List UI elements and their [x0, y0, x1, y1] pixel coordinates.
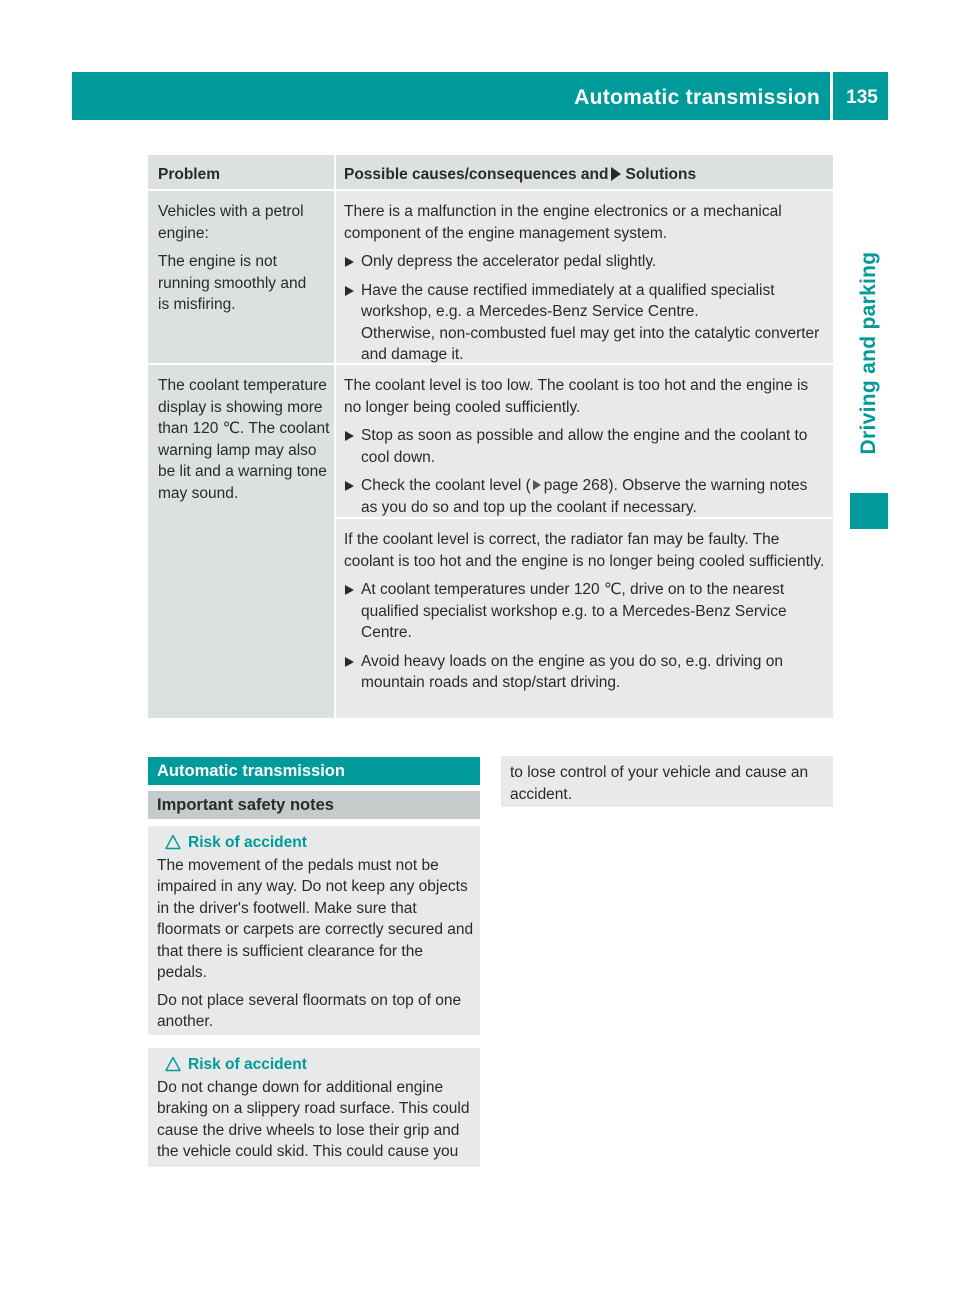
problem-text: Vehicles with a petrol engine:	[158, 203, 304, 242]
warning-text: Do not change down for additional engine braking on a slippery road surface. This could cause the drive wheels to lose their grip and the vehicle could skid. This could cause you	[157, 1078, 470, 1160]
problem-text: The coolant temperature display is showing more than 120 ℃. The coolant warning lamp may also be lit and a warning tone may sound.	[158, 377, 330, 502]
solution-cell-coolant-fan	[336, 519, 833, 718]
warning-title-text: Risk of accident	[188, 834, 307, 851]
step-text: At coolant temperatures under 120 ℃, drive on to the nearest qualified specialist workshop e.g. to a Mercedes-Benz Service Centre.	[361, 581, 787, 641]
warning-continuation	[501, 756, 833, 807]
step-text: Check the coolant level (	[361, 477, 531, 494]
warning-box	[148, 1048, 480, 1167]
warning-title	[157, 832, 474, 854]
step-text: Only depress the accelerator pedal slightly.	[361, 253, 657, 270]
cause-text: If the coolant level is correct, the radiator fan may be faulty. The coolant is too hot and the engine is no longer being cooled sufficiently.	[344, 531, 825, 570]
cause-text: There is a malfunction in the engine electronics or a mechanical component of the engine management system.	[344, 203, 782, 242]
warning-triangle-icon	[165, 834, 181, 850]
column-header-solutions	[336, 155, 833, 189]
warning-box	[148, 826, 480, 1035]
step-arrow-icon	[345, 286, 354, 296]
solution-note: Otherwise, non-combusted fuel may get into the catalytic converter and damage it.	[361, 324, 820, 363]
cause-text: The coolant level is too low. The coolant is too hot and the engine is no longer being cooled sufficiently.	[344, 377, 809, 416]
step-text: Avoid heavy loads on the engine as you do so, e.g. driving on mountain roads and stop/start driving.	[361, 652, 783, 691]
troubleshooting-table	[148, 155, 833, 718]
chapter-label: Driving and parking	[857, 251, 880, 455]
solution-step	[344, 651, 827, 694]
solution-cell-petrol	[336, 191, 833, 363]
step-text: Stop as soon as possible and allow the engine and the coolant to cool down.	[361, 427, 808, 466]
page-reference-icon	[533, 480, 541, 490]
solution-step	[344, 425, 827, 468]
warning-triangle-icon	[165, 1056, 181, 1072]
solution-step	[344, 475, 827, 518]
header-title: Automatic transmission	[574, 86, 820, 109]
column-header-solutions-text: Possible causes/consequences and	[344, 166, 609, 183]
warning-text: The movement of the pedals must not be impaired in any way. Do not keep any objects in the driver's footwell. Make sure that floormats or carpets are correctly secured and that there is sufficient clearance for the pedals.	[157, 856, 474, 981]
solution-cell-coolant-low	[336, 365, 833, 517]
problem-cell-coolant	[148, 365, 334, 718]
page-header	[72, 72, 888, 120]
step-arrow-icon	[345, 657, 354, 667]
solution-step	[344, 251, 827, 273]
warning-continuation-text: to lose control of your vehicle and cause an accident.	[510, 764, 809, 803]
solution-step	[344, 280, 827, 323]
step-arrow-icon	[345, 585, 354, 595]
warning-title	[157, 1054, 474, 1076]
step-arrow-icon	[345, 257, 354, 267]
warning-title-text: Risk of accident	[188, 1056, 307, 1073]
column-header-solutions-suffix: Solutions	[625, 166, 697, 183]
step-text: Have the cause rectified immediately at a qualified specialist workshop, e.g. a Mercedes-Benz Service Centre.	[361, 281, 775, 320]
warning-text: Do not place several floormats on top of one another.	[157, 991, 462, 1030]
solution-step	[344, 579, 827, 644]
page-reference-text: page 268). Observe the warning notes as you do so and top up the coolant if necessary.	[361, 477, 808, 516]
header-divider	[830, 72, 833, 120]
problem-cell-petrol	[148, 191, 334, 363]
chapter-marker	[850, 493, 888, 529]
solutions-arrow-icon	[611, 167, 621, 181]
problem-text: The engine is not running smoothly and is misfiring.	[158, 253, 307, 313]
subsection-title: Important safety notes	[148, 791, 480, 819]
section-title: Automatic transmission	[148, 757, 480, 785]
step-arrow-icon	[345, 481, 354, 491]
step-arrow-icon	[345, 431, 354, 441]
chapter-side-tab	[850, 222, 888, 484]
column-header-problem	[148, 155, 334, 189]
page-number: 135	[846, 87, 878, 108]
column-header-problem-text: Problem	[158, 166, 221, 183]
